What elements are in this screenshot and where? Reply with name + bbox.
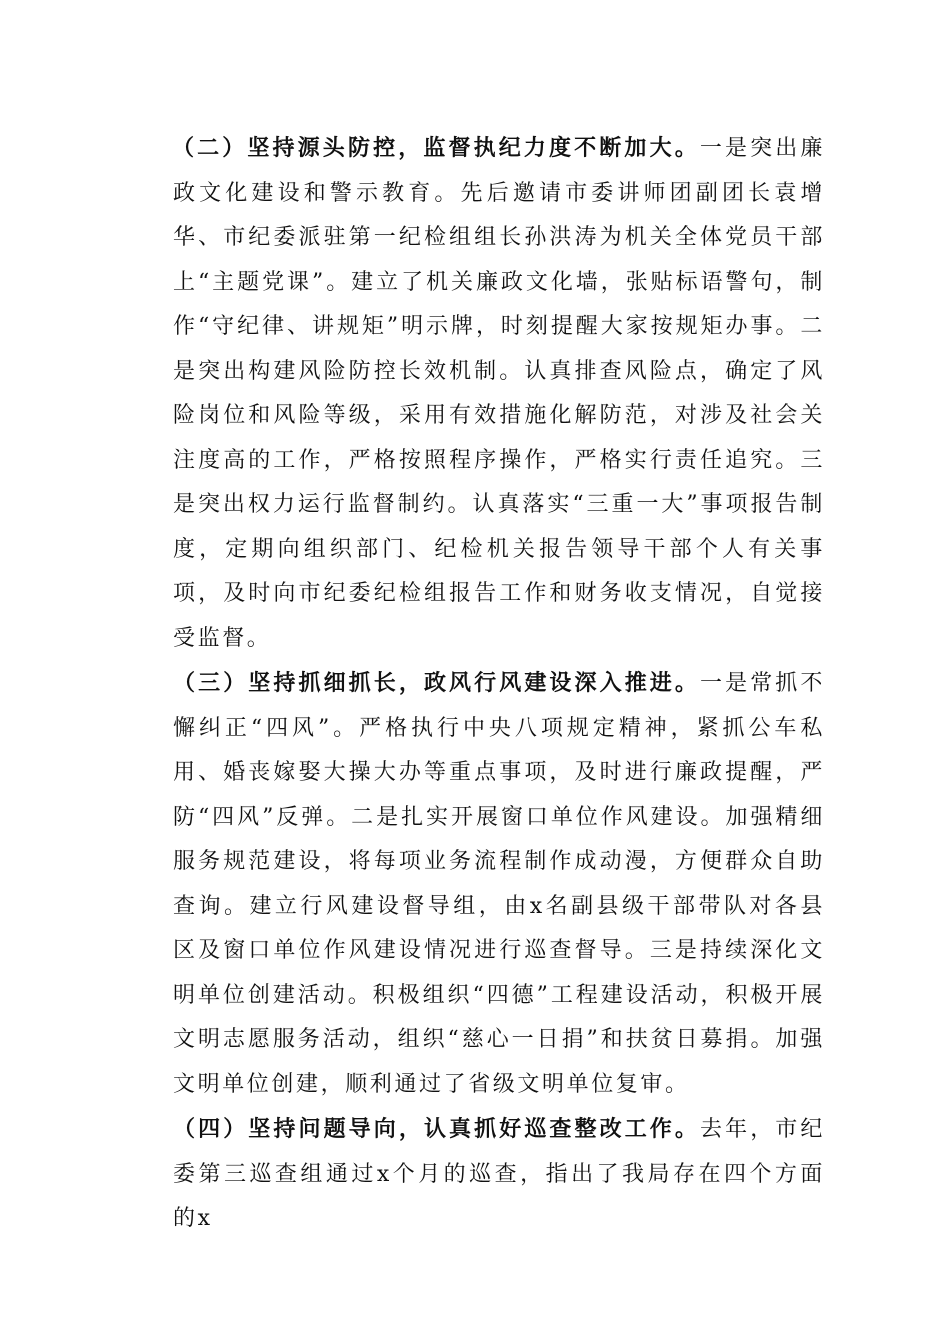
paragraph-2 <box>173 126 825 661</box>
paragraph-heading: （二）坚持源头防控，监督执纪力度不断加大。 <box>172 135 700 161</box>
paragraph-text: 一是突出廉政文化建设和警示教育。先后邀请市委讲师团副团长袁增华、市纪委派驻第一纪检组组长孙洪涛为机关全体党员干部上“主题党课”。建立了机关廉政文化墙，张贴标语警句，制作“守纪律、讲规矩”明示牌，时刻提醒大家按规矩办事。二是突出构建风险防控长效机制。认真排查风险点，确定了风险岗位和风险等级，采用有效措施化解防范，对涉及社会关注度高的工作，严格按照程序操作，严格实行责任追究。三是突出权力运行监督制约。认真落实“三重一大”事项报告制度，定期向组织部门、纪检机关报告领导干部个人有关事项，及时向市纪委纪检组报告工作和财务收支情况，自觉接受监督。 <box>173 136 825 651</box>
document-body <box>173 126 825 1242</box>
paragraph-3 <box>173 661 825 1107</box>
paragraph-text: 去年，市纪委第三巡查组通过x个月的巡查，指出了我局存在四个方面的x <box>173 1117 825 1231</box>
paragraph-heading: （四）坚持问题导向，认真抓好巡查整改工作。 <box>173 1116 700 1142</box>
paragraph-text: 一是常抓不懈纠正“四风”。严格执行中央八项规定精神，紧抓公车私用、婚丧嫁娶大操大办等重点事项，及时进行廉政提醒，严防“四风”反弹。二是扎实开展窗口单位作风建设。加强精细服务规范建设，将每项业务流程制作成动漫，方便群众自助查询。建立行风建设督导组，由x名副县级干部带队对各县区及窗口单位作风建设情况进行巡查督导。三是持续深化文明单位创建活动。积极组织“四德”工程建设活动，积极开展文明志愿服务活动，组织“慈心一日捐”和扶贫日募捐。加强文明单位创建，顺利通过了省级文明单位复审。 <box>173 671 825 1097</box>
paragraph-heading: （三）坚持抓细抓长，政风行风建设深入推进。 <box>173 670 700 696</box>
paragraph-4 <box>173 1107 825 1242</box>
